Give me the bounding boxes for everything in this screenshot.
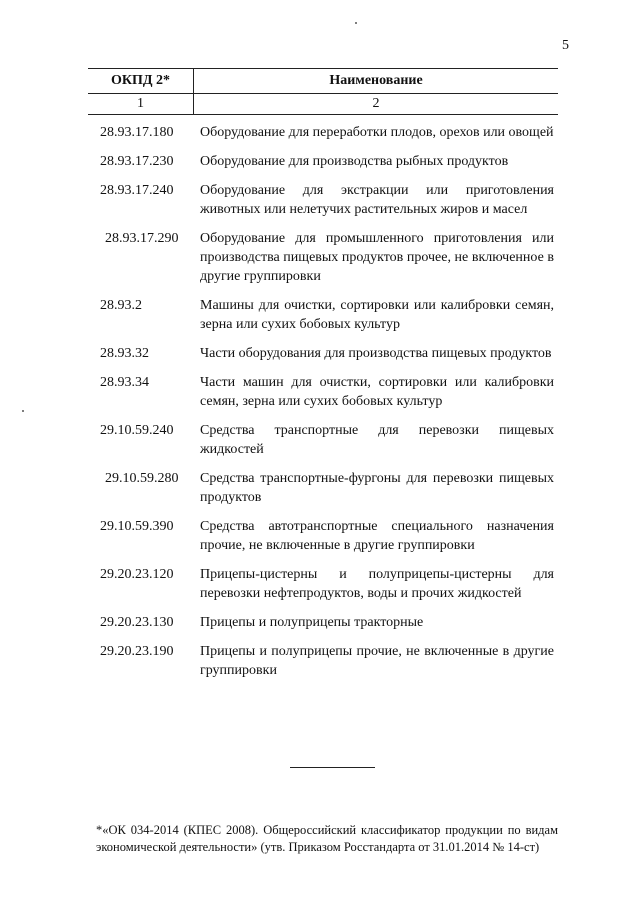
row-code: 28.93.17.230 (100, 154, 174, 169)
row-name: Прицепы-цистерны и полуприцепы-цистерны для перевозки нефтепродуктов, воды и прочих жидкостей (200, 567, 554, 601)
row-code: 28.93.17.180 (100, 125, 174, 140)
row-code: 29.20.23.120 (100, 567, 174, 582)
row-code: 29.20.23.130 (100, 615, 174, 630)
header-code: ОКПД 2* (88, 69, 194, 93)
table-row (88, 469, 558, 507)
table-row (88, 517, 558, 555)
table-body (88, 123, 558, 680)
row-code: 28.93.2 (100, 298, 142, 313)
table-header-row (88, 68, 558, 93)
table-row (88, 123, 558, 142)
row-name: Оборудование для промышленного приготовления или производства пищевых продуктов прочее, не включенное в другие группировки (200, 231, 554, 284)
row-code: 29.20.23.190 (100, 644, 174, 659)
row-name: Оборудование для переработки плодов, орехов или овощей (200, 125, 554, 140)
row-name: Части оборудования для производства пищевых продуктов (200, 346, 552, 361)
table-row (88, 373, 558, 411)
table-row (88, 296, 558, 334)
footnote-separator (290, 767, 375, 768)
row-code: 29.10.59.280 (105, 471, 179, 486)
row-name: Средства автотранспортные специального назначения прочие, не включенные в другие группировки (200, 519, 554, 553)
row-code: 28.93.34 (100, 375, 149, 390)
scan-speck (22, 410, 24, 412)
row-name: Оборудование для экстракции или приготовления животных или нелетучих растительных жиров и масел (200, 183, 554, 217)
table-row (88, 565, 558, 603)
table-row (88, 613, 558, 632)
row-name: Прицепы и полуприцепы прочие, не включенные в другие группировки (200, 644, 554, 678)
row-name: Машины для очистки, сортировки или калибровки семян, зерна или сухих бобовых культур (200, 298, 554, 332)
table-row (88, 642, 558, 680)
row-name: Средства транспортные для перевозки пищевых жидкостей (200, 423, 554, 457)
classifier-table (88, 68, 558, 690)
page-number: 5 (562, 38, 569, 53)
row-name: Части машин для очистки, сортировки или калибровки семян, зерна или сухих бобовых культур (200, 375, 554, 409)
row-code: 29.10.59.390 (100, 519, 174, 534)
table-row (88, 421, 558, 459)
row-code: 29.10.59.240 (100, 423, 174, 438)
row-code: 28.93.17.240 (100, 183, 174, 198)
row-code: 28.93.32 (100, 346, 149, 361)
row-name: Прицепы и полуприцепы тракторные (200, 615, 424, 630)
column-number-code: 1 (88, 94, 194, 114)
table-row (88, 181, 558, 219)
table-row (88, 344, 558, 363)
column-number-name: 2 (372, 96, 380, 111)
scan-speck (355, 22, 357, 24)
column-number-row (88, 93, 558, 115)
row-code: 28.93.17.290 (105, 231, 179, 246)
header-name: Наименование (329, 73, 423, 88)
row-name: Оборудование для производства рыбных продуктов (200, 154, 509, 169)
table-row (88, 229, 558, 286)
footnote: *«ОК 034-2014 (КПЕС 2008). Общероссийский классификатор продукции по видам экономической деятельности» (утв. Приказом Росстандарта от 31.01.2014 № 14-ст) (96, 823, 558, 854)
row-name: Средства транспортные-фургоны для перевозки пищевых продуктов (200, 471, 554, 505)
table-row (88, 152, 558, 171)
